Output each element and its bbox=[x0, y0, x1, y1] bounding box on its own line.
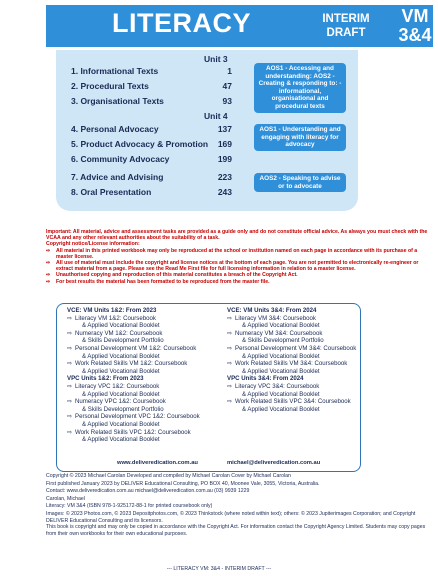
publication-item-text: Work Related Skills VM 3&4: Coursebook bbox=[235, 360, 348, 368]
publication-subline: & Applied Vocational Booklet bbox=[242, 390, 320, 398]
publication-line: First published January 2023 by DELIVER Educational Consulting, PO BOX 40, Moonee Vale, 3055, Victoria, Australia. bbox=[46, 480, 320, 487]
publication-item-text: Work Related Skills VM 1&2: Coursebook bbox=[75, 360, 188, 368]
publication-item bbox=[227, 330, 377, 338]
publication-item bbox=[227, 398, 377, 406]
publication-item-text: Literacy VPC 3&4: Coursebook bbox=[235, 382, 320, 390]
publication-item bbox=[227, 315, 377, 323]
toc-item[interactable] bbox=[71, 124, 232, 136]
unit3-heading: Unit 3 bbox=[204, 54, 228, 64]
arrow-icon: ⇨ bbox=[67, 428, 73, 436]
arrow-icon: ⇨ bbox=[46, 260, 51, 267]
arrow-icon: ⇨ bbox=[67, 382, 73, 390]
interim-line: INTERIM bbox=[322, 13, 370, 25]
publication-subline: & Applied Vocational Booklet bbox=[242, 367, 320, 375]
notice-bullet bbox=[46, 248, 431, 260]
email-link[interactable]: michael@deliveredication.com.au bbox=[227, 460, 321, 466]
publication-item bbox=[67, 429, 217, 437]
publication-subline: & Applied Vocational Booklet bbox=[82, 390, 160, 398]
toc-item[interactable] bbox=[71, 139, 232, 151]
publication-subline: & Applied Vocational Booklet bbox=[82, 420, 160, 428]
arrow-icon: ⇨ bbox=[67, 329, 73, 337]
publication-item-text: Literacy VPC 1&2: Coursebook bbox=[75, 382, 160, 390]
publication-item bbox=[227, 383, 377, 391]
publication-subline: & Applied Vocational Booklet bbox=[242, 405, 320, 413]
aos2-unit4-box: AOS2 - Speaking to advise or to advocate bbox=[254, 173, 346, 192]
unit4-heading: Unit 4 bbox=[204, 111, 228, 121]
toc-item-label: 5. Product Advocacy & Promotion bbox=[71, 139, 209, 149]
publication-item-text: Work Related Skills VPC 3&4: Coursebook bbox=[235, 398, 351, 406]
isbn-line: Literacy: VM 3&4 (ISBN 978-1-925172-88-1 for printed coursebook only) bbox=[46, 503, 213, 510]
page-footer: --- LITERACY VM: 3&4 - INTERIM DRAFT --- bbox=[166, 566, 272, 572]
publication-subline: & Skills Development Portfolio bbox=[82, 405, 164, 413]
badge-line-1: VM bbox=[401, 6, 429, 26]
publication-subline: & Applied Vocational Booklet bbox=[82, 436, 160, 444]
publication-subline: & Skills Development Portfolio bbox=[242, 337, 324, 345]
toc-item-page: 93 bbox=[222, 96, 232, 106]
publication-heading: VCE: VM Units 1&2: From 2023 bbox=[67, 307, 157, 314]
page-title: LITERACY bbox=[112, 8, 251, 38]
important-notice bbox=[46, 229, 431, 285]
toc-item-label: 7. Advice and Advising bbox=[71, 172, 164, 182]
publication-subline: & Applied Vocational Booklet bbox=[242, 322, 320, 330]
publications-right-column bbox=[227, 307, 377, 413]
toc-item[interactable] bbox=[71, 66, 232, 78]
arrow-icon: ⇨ bbox=[227, 329, 233, 337]
copyright-heading: Copyright notice/License information: bbox=[46, 241, 140, 248]
publication-subline: & Applied Vocational Booklet bbox=[242, 352, 320, 360]
toc-item-page: 169 bbox=[217, 139, 232, 149]
website-link[interactable]: www.deliveredication.com.au bbox=[117, 460, 198, 466]
contents-panel bbox=[56, 50, 358, 211]
toc-item-page: 137 bbox=[217, 124, 232, 134]
header-bar bbox=[46, 5, 433, 47]
arrow-icon: ⇨ bbox=[46, 272, 51, 279]
publication-item-text: Numeracy VM 3&4: Coursebook bbox=[235, 329, 323, 337]
notice-bullet-text: Unauthorised copying and reproduction of this material constitutes a breach of the Copyright Act. bbox=[56, 272, 298, 279]
publication-item-text: Numeracy VM 1&2: Coursebook bbox=[75, 329, 163, 337]
publication-item-text: Work Related Skills VPC 1&2: Coursebook bbox=[75, 428, 191, 436]
publication-item-text: Numeracy VPC 1&2: Coursebook bbox=[75, 398, 166, 406]
publication-subline: & Applied Vocational Booklet bbox=[82, 322, 160, 330]
publication-item-text: Personal Development VM 1&2: Coursebook bbox=[75, 344, 197, 352]
notice-bullet-text: For best results the material has been formatted to be reproduced from the master file. bbox=[56, 278, 270, 285]
aos-unit3-box: AOS1 - Accessing and understanding: AOS2 - Creating & responding to: - informational, organisational and procedural texts bbox=[254, 63, 346, 113]
publication-item bbox=[67, 413, 217, 421]
toc-item[interactable] bbox=[71, 154, 232, 166]
notice-bullet-text: All material in this printed workbook may only be reproduced at the school or institution named on each page in accordance with its purchase of a master license. bbox=[56, 247, 418, 260]
arrow-icon: ⇨ bbox=[46, 247, 51, 254]
publication-item bbox=[67, 383, 217, 391]
publication-item bbox=[67, 398, 217, 406]
toc-item-label: 2. Procedural Texts bbox=[71, 81, 149, 91]
author-line: Carolan, Michael bbox=[46, 495, 85, 502]
publication-subline: & Skills Development Portfolio bbox=[82, 337, 164, 345]
publication-subline: & Applied Vocational Booklet bbox=[82, 367, 160, 375]
publications-left-column bbox=[67, 307, 217, 444]
arrow-icon: ⇨ bbox=[227, 314, 233, 322]
copyright-act-line: This book is copyright and may only be copied in accordance with the Copyright Act. For information contact the Copyright Agency Limited. Students may copy pages from their own workbooks for their own educational purposes. bbox=[46, 524, 426, 537]
publications-box bbox=[56, 303, 361, 472]
arrow-icon: ⇨ bbox=[227, 382, 233, 390]
publication-heading: VPC Units 3&4: From 2024 bbox=[227, 375, 304, 383]
interim-draft-label bbox=[320, 12, 372, 40]
notice-bullet bbox=[46, 279, 431, 285]
toc-item-label: 3. Organisational Texts bbox=[71, 96, 164, 106]
publication-subline: & Applied Vocational Booklet bbox=[82, 352, 160, 360]
publication-item bbox=[67, 315, 217, 323]
vm-badge bbox=[395, 7, 435, 45]
toc-item[interactable] bbox=[71, 96, 232, 108]
contact-line: Contact: www.deliveredication.com.au michael@deliveredication.com.au (03) 9939 1229 bbox=[46, 488, 250, 495]
publication-item bbox=[227, 360, 377, 368]
copyright-line: Copyright © 2023 Michael Carolan Developed and compiled by Michael Carolan Cover by Michael Carolan bbox=[46, 473, 291, 479]
publication-item-text: Literacy VM 3&4: Coursebook bbox=[235, 314, 316, 322]
toc-item-page: 47 bbox=[222, 81, 232, 91]
toc-item-label: 6. Community Advocacy bbox=[71, 154, 170, 164]
toc-item-label: 1. Informational Texts bbox=[71, 66, 159, 76]
arrow-icon: ⇨ bbox=[67, 398, 73, 406]
arrow-icon: ⇨ bbox=[67, 360, 73, 368]
arrow-icon: ⇨ bbox=[67, 314, 73, 322]
publication-item-text: Literacy VM 1&2: Coursebook bbox=[75, 314, 156, 322]
notice-bullet bbox=[46, 260, 431, 272]
publication-item bbox=[67, 330, 217, 338]
important-text: Important: All material, advice and assessment tasks are provided as a guide only and do not constitute official advice. As always you must check with the VCAA and any other relevant authorities about the suitability of a task. bbox=[46, 229, 428, 242]
arrow-icon: ⇨ bbox=[67, 413, 73, 421]
publication-item bbox=[67, 360, 217, 368]
toc-item[interactable] bbox=[71, 81, 232, 93]
toc-item-page: 223 bbox=[217, 172, 232, 182]
publication-heading: VCE: VM Units 3&4: From 2024 bbox=[227, 307, 317, 314]
draft-line: DRAFT bbox=[326, 27, 366, 39]
toc-item-page: 199 bbox=[217, 154, 232, 164]
badge-line-2: 3&4 bbox=[398, 25, 432, 45]
publication-heading: VPC Units 1&2: From 2023 bbox=[67, 375, 144, 383]
notice-bullet-text: All use of material must include the copyright and license notices at the bottom of each page. You are not permitted to electronically re-engineer or extract material from a page. Please see the Read Me First file for full licensing information in relation to a master license. bbox=[56, 260, 419, 273]
toc-item[interactable] bbox=[71, 187, 232, 199]
aos1-unit4-box: AOS1 - Understanding and engaging with literacy for advocacy bbox=[254, 124, 346, 151]
arrow-icon: ⇨ bbox=[67, 344, 73, 352]
publication-item-text: Personal Development VPC 1&2: Coursebook bbox=[75, 413, 200, 421]
publication-item bbox=[227, 345, 377, 353]
arrow-icon: ⇨ bbox=[227, 360, 233, 368]
toc-item-page: 243 bbox=[217, 187, 232, 197]
arrow-icon: ⇨ bbox=[46, 278, 51, 285]
copyright-block bbox=[46, 473, 431, 537]
toc-item-page: 1 bbox=[227, 66, 232, 76]
arrow-icon: ⇨ bbox=[227, 398, 233, 406]
toc-item-label: 8. Oral Presentation bbox=[71, 187, 152, 197]
toc-item-label: 4. Personal Advocacy bbox=[71, 124, 159, 134]
toc-item[interactable] bbox=[71, 172, 232, 184]
images-line: Images: © 2023 Photos.com, © 2023 Depositphotos.com, © 2023 Thinkstock (where noted within text); others: © 2023 Jupiterimages Corporation; and Copyright DELIVER Educational Consulting and its licensors. bbox=[46, 510, 416, 524]
publication-item bbox=[67, 345, 217, 353]
arrow-icon: ⇨ bbox=[227, 344, 233, 352]
publication-item-text: Personal Development VM 3&4: Coursebook bbox=[235, 344, 357, 352]
